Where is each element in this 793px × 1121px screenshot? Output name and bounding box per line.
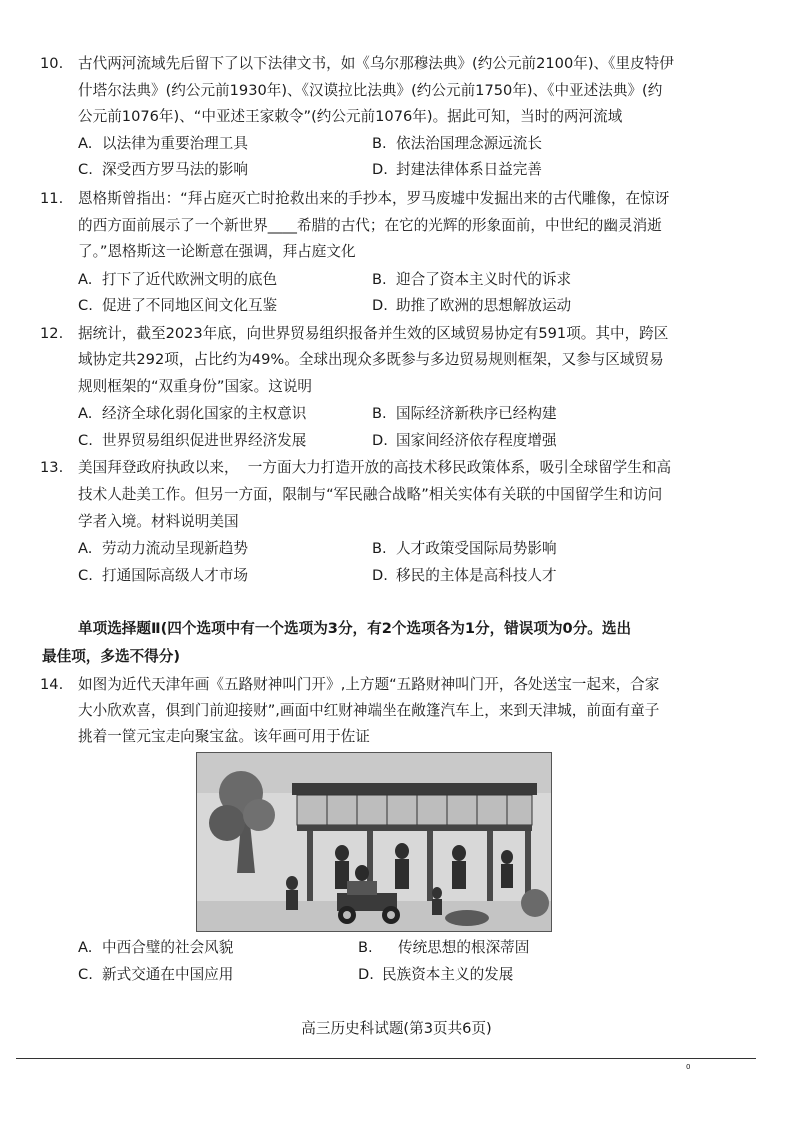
option-letter: A. xyxy=(78,540,93,557)
option-letter: C. xyxy=(78,432,93,449)
q11-number: 11. xyxy=(40,190,64,207)
new-year-painting-image xyxy=(196,752,552,932)
q12-option-c[interactable] xyxy=(78,434,306,449)
option-letter: A. xyxy=(78,939,93,956)
option-letter: B. xyxy=(372,271,387,288)
q13-number: 13. xyxy=(40,459,64,476)
option-text: 传统思想的根深蒂固 xyxy=(398,939,530,956)
q12-number: 12. xyxy=(40,325,64,342)
painting-sketch xyxy=(197,753,551,931)
q12-stem-line-1: 据统计，截至2023年底，向世界贸易组织报备并生效的区域贸易协定有591项。其中，跨区 xyxy=(78,325,669,342)
q12-option-d[interactable] xyxy=(372,434,557,449)
q12-stem-line-2: 域协定共292项，占比约为49%。全球出现众多既参与多边贸易规则框架，又参与区域贸易 xyxy=(78,351,664,368)
option-text: 迎合了资本主义时代的诉求 xyxy=(396,271,572,288)
q11-option-d[interactable] xyxy=(372,299,571,314)
option-letter: B. xyxy=(372,135,387,152)
option-text: 世界贸易组织促进世界经济发展 xyxy=(102,432,307,449)
q11-stem-line-1: 恩格斯曾指出：“拜占庭灭亡时抢救出来的手抄本，罗马废墟中发掘出来的古代雕像，在惊讶 xyxy=(78,190,670,207)
q10-option-a[interactable] xyxy=(78,137,248,152)
q14-option-c[interactable] xyxy=(78,968,233,983)
q13-stem-line-1: 美国拜登政府执政以来， 一方面大力打造开放的高技术移民政策体系，吸引全球留学生和高 xyxy=(78,459,672,476)
option-text: 移民的主体是高科技人才 xyxy=(396,567,557,584)
option-text: 促进了不同地区间文化互鉴 xyxy=(102,297,278,314)
option-text: 以法律为重要治理工具 xyxy=(102,135,248,152)
option-text: 人才政策受国际局势影响 xyxy=(396,540,557,557)
q13-stem-line-3: 学者入境。材料说明美国 xyxy=(78,513,239,530)
option-text: 民族资本主义的发展 xyxy=(382,966,514,983)
option-letter: B. xyxy=(372,540,387,557)
q10-option-d[interactable] xyxy=(372,163,542,178)
option-text: 封建法律体系日益完善 xyxy=(396,161,542,178)
section-ii-instructions-line-2: 最佳项，多选不得分) xyxy=(42,648,181,665)
q14-number: 14. xyxy=(40,676,64,693)
q10-option-c[interactable] xyxy=(78,163,248,178)
q10-stem-line-3: 公元前1076年)、“中亚述王家敕令”(约公元前1076年)。据此可知，当时的两河流域 xyxy=(78,108,623,125)
option-text: 依法治国理念源远流长 xyxy=(396,135,542,152)
option-letter: D. xyxy=(372,567,388,584)
q13-option-d[interactable] xyxy=(372,569,557,584)
q11-option-b[interactable] xyxy=(372,273,571,288)
q13-option-c[interactable] xyxy=(78,569,248,584)
option-text: 打通国际高级人才市场 xyxy=(102,567,248,584)
q12-option-a[interactable] xyxy=(78,407,306,422)
option-letter: C. xyxy=(78,966,93,983)
q12-stem-line-3: 规则框架的“双重身份”国家。这说明 xyxy=(78,378,313,395)
q11-option-a[interactable] xyxy=(78,273,277,288)
page-footer-title: 高三历史科试题(第3页共6页) xyxy=(301,1020,492,1037)
option-text: 助推了欧洲的思想解放运动 xyxy=(396,297,572,314)
option-letter: D. xyxy=(372,161,388,178)
option-letter: B. xyxy=(358,939,373,956)
q13-option-a[interactable] xyxy=(78,542,248,557)
option-text: 国际经济新秩序已经构建 xyxy=(396,405,557,422)
option-letter: C. xyxy=(78,567,93,584)
q13-stem-line-2: 技术人赴美工作。但另一方面，限制与“军民融合战略”相关实体有关联的中国留学生和访问 xyxy=(78,486,663,503)
option-text: 国家间经济依存程度增强 xyxy=(396,432,557,449)
option-letter: D. xyxy=(372,297,388,314)
option-letter: A. xyxy=(78,405,93,422)
q13-option-b[interactable] xyxy=(372,542,557,557)
q10-number: 10. xyxy=(40,55,64,72)
q12-option-b[interactable] xyxy=(372,407,557,422)
option-letter: A. xyxy=(78,271,93,288)
option-text: 劳动力流动呈现新趋势 xyxy=(102,540,248,557)
q14-stem-line-3: 挑着一筐元宝走向聚宝盆。该年画可用于佐证 xyxy=(78,728,370,745)
q11-stem-line-2: 的西方面前展示了一个新世界____希腊的古代；在它的光辉的形象面前，中世纪的幽灵消逝 xyxy=(78,217,662,234)
option-letter: D. xyxy=(358,966,374,983)
option-text: 打下了近代欧洲文明的底色 xyxy=(102,271,278,288)
q14-stem-line-1: 如图为近代天津年画《五路财神叫门开》,上方题“五路财神叫门开，各处送宝一起来，合家 xyxy=(78,676,660,693)
option-text: 中西合璧的社会风貌 xyxy=(102,939,234,956)
option-letter: C. xyxy=(78,297,93,314)
footer-divider xyxy=(16,1058,756,1059)
option-letter: A. xyxy=(78,135,93,152)
q11-stem-line-3: 了。”恩格斯这一论断意在强调，拜占庭文化 xyxy=(78,243,356,260)
q14-option-b[interactable] xyxy=(358,941,529,956)
q14-option-a[interactable] xyxy=(78,941,233,956)
option-text: 深受西方罗马法的影响 xyxy=(102,161,248,178)
q10-stem-line-2: 什塔尔法典》(约公元前1930年)、《汉谟拉比法典》(约公元前1750年)、《中亚述法典》(约 xyxy=(78,82,663,99)
footer-mark: 0 xyxy=(686,1063,691,1071)
q14-option-d[interactable] xyxy=(358,968,513,983)
option-letter: D. xyxy=(372,432,388,449)
option-text: 新式交通在中国应用 xyxy=(102,966,234,983)
section-ii-instructions-line-1: 单项选择题Ⅱ(四个选项中有一个选项为3分，有2个选项各为1分，错误项为0分。选出 xyxy=(78,620,632,637)
option-letter: C. xyxy=(78,161,93,178)
q10-option-b[interactable] xyxy=(372,137,542,152)
option-letter: B. xyxy=(372,405,387,422)
q14-stem-line-2: 大小欣欢喜，俱到门前迎接财”,画面中红财神端坐在敞篷汽车上，来到天津城，前面有童子 xyxy=(78,702,660,719)
q10-stem-line-1: 古代两河流域先后留下了以下法律文书，如《乌尔那穆法典》(约公元前2100年)、《里皮特伊 xyxy=(78,55,674,72)
q11-option-c[interactable] xyxy=(78,299,277,314)
option-text: 经济全球化弱化国家的主权意识 xyxy=(102,405,307,422)
